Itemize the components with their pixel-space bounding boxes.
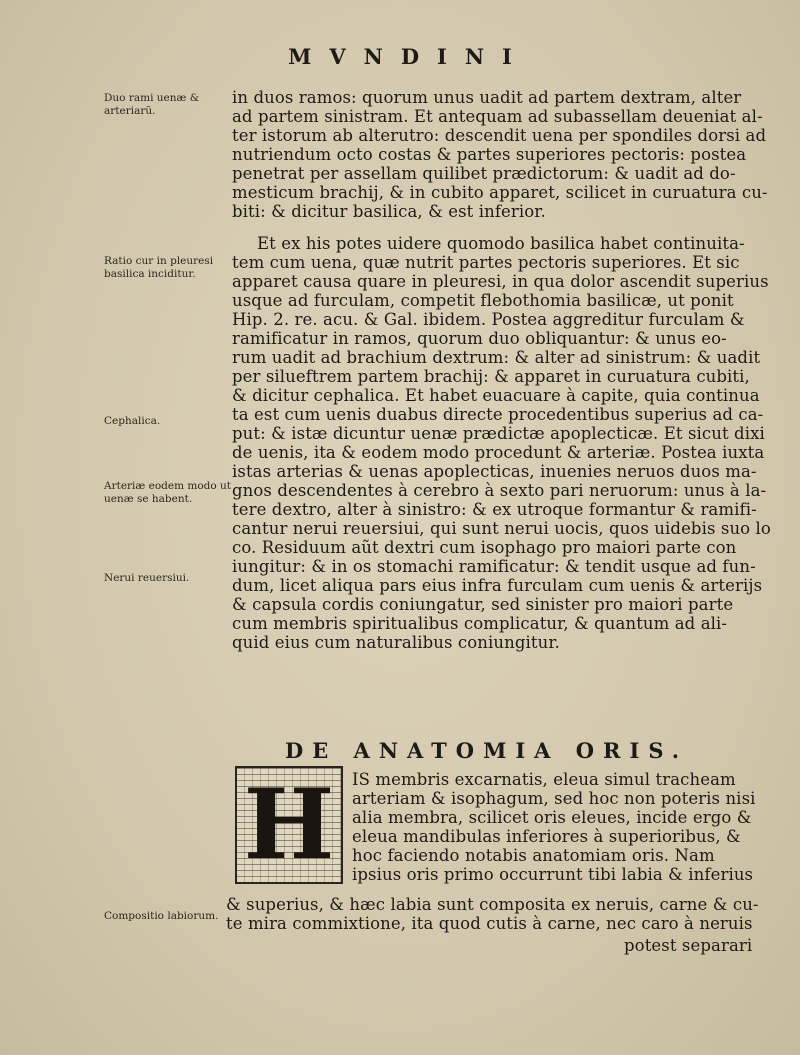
section-line: ipsius oris primo occurrunt tibi labia & inferius (352, 865, 754, 884)
section-line: hoc faciendo notabis anatomiam oris. Nam (352, 846, 715, 865)
body-line: Et ex his potes uidere quomodo basilica habet continuita- (257, 234, 745, 253)
decorated-initial (235, 766, 343, 884)
body-line: quid eius cum naturalibus coniungitur. (232, 633, 560, 652)
section-line: arteriam & isophagum, sed hoc non poteris nisi (352, 789, 756, 808)
body-line: co. Residuum aũt dextri cum isophago pro maiori parte con (232, 538, 737, 557)
margin-note-duo-rami: Duo rami uenæ & arteriarũ. (104, 92, 200, 117)
margin-note-compositio-labiorum: Compositio labiorum. (104, 910, 219, 922)
body-line: istas arterias & uenas apoplecticas, inuenies neruos duos ma- (232, 462, 757, 481)
section-line: IS membris excarnatis, eleua simul tracheam (352, 770, 736, 789)
body-line: cantur nerui reuersiui, qui sunt nerui uocis, quos uidebis suo lo (232, 519, 771, 538)
body-line: per silueftrem partem brachij: & apparet in curuatura cubiti, (232, 367, 750, 386)
body-line: de uenis, ita & eodem modo procedunt & arteriæ. Postea iuxta (232, 443, 765, 462)
margin-note-arteriae: Arteriæ eodem modo ut uenæ se habent. (104, 480, 232, 505)
body-line: apparet causa quare in pleuresi, in qua dolor ascendit superius (232, 272, 769, 291)
body-line: mesticum brachij, & in cubito apparet, scilicet in curuatura cu- (232, 183, 768, 202)
body-line: iungitur: & in os stomachi ramificatur: & tendit usque ad fun- (232, 557, 756, 576)
section-line: te mira commixtione, ita quod cutis à carne, nec caro à neruis (226, 914, 753, 933)
body-line: rum uadit ad brachium dextrum: & alter ad sinistrum: & uadit (232, 348, 761, 367)
body-line: gnos descendentes à cerebro à sexto pari neruorum: unus à la- (232, 481, 767, 500)
body-line: & dicitur cephalica. Et habet euacuare à capite, quia continua (232, 386, 760, 405)
margin-note-ratio-pleuresi: Ratio cur in pleuresi basilica inciditur. (104, 255, 214, 280)
section-line: alia membra, scilicet oris eleues, incide ergo & (352, 808, 752, 827)
body-line: tem cum uena, quæ nutrit partes pectoris superiores. Et sic (232, 253, 740, 272)
body-line: ad partem sinistram. Et antequam ad subassellam deueniat al- (232, 107, 763, 126)
body-line: penetrat per assellam quilibet prædictorum: & uadit ad do- (232, 164, 736, 183)
body-line: tere dextro, alter à sinistro: & ex utroque formantur & ramifi- (232, 500, 757, 519)
body-line: & capsula cordis coniungatur, sed sinister pro maiori parte (232, 595, 734, 614)
body-line: biti: & dicitur basilica, & est inferior. (232, 202, 546, 221)
running-header: MVNDINI (288, 44, 530, 69)
body-line: ramificatur in ramos, quorum duo obliquantur: & unus eo- (232, 329, 727, 348)
body-line: usque ad furculam, competit flebothomia basilicæ, ut ponit (232, 291, 734, 310)
body-line: put: & istæ dicuntur uenæ prædictæ apoplecticæ. Et sicut dixi (232, 424, 765, 443)
body-line: in duos ramos: quorum unus uadit ad partem dextram, alter (232, 88, 742, 107)
section-title: DE ANATOMIA ORIS. (285, 738, 689, 763)
initial-letter: H (243, 768, 335, 881)
margin-note-cephalica: Cephalica. (104, 415, 161, 427)
body-line: ter istorum ab alterutro: descendit uena per spondiles dorsi ad (232, 126, 767, 145)
body-line: Hip. 2. re. acu. & Gal. ibidem. Postea aggreditur furculam & (232, 310, 745, 329)
body-line: nutriendum octo costas & partes superiores pectoris: postea (232, 145, 747, 164)
body-line: ta est cum uenis duabus directe procedentibus superius ad ca- (232, 405, 764, 424)
section-line: & superius, & hæc labia sunt composita ex neruis, carne & cu- (226, 895, 759, 914)
section-line: potest separari (624, 936, 753, 955)
section-line: eleua mandibulas inferiores à superioribus, & (352, 827, 741, 846)
body-line: dum, licet aliqua pars eius infra furculam cum uenis & arterijs (232, 576, 763, 595)
body-line: cum membris spiritualibus complicatur, & quantum ad ali- (232, 614, 728, 633)
margin-note-nerui-reuersiui: Nerui reuersiui. (104, 572, 190, 584)
